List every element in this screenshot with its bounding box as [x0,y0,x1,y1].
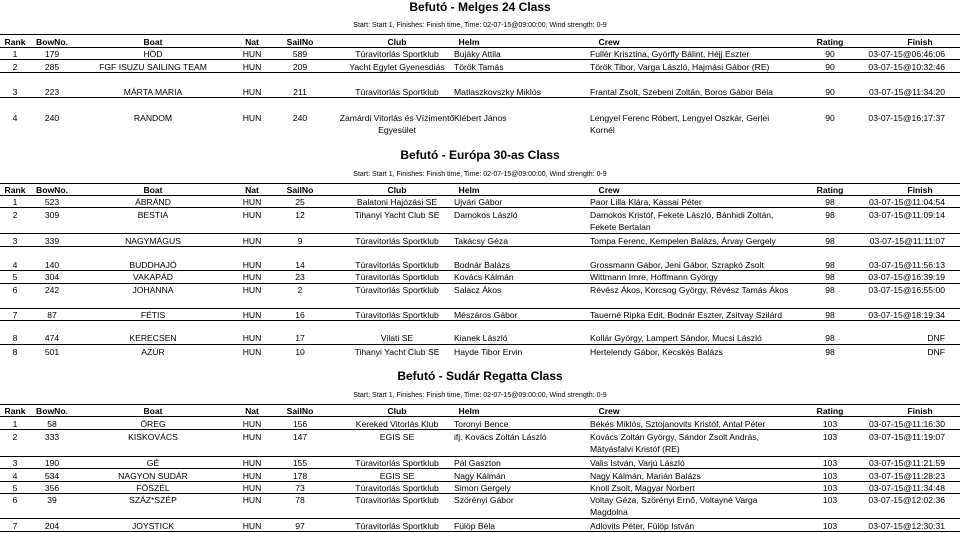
cell-bow: 39 [47,495,57,505]
cell-rank: 7 [12,310,18,320]
cell-helm: Matlaszkovszky Miklós [454,87,541,97]
cell-sail: 155 [292,458,308,468]
cell-bow: 523 [44,197,60,207]
cell-helm: Klébert János [454,113,507,123]
column-header-boat: Boat [143,406,163,416]
cell-rank: 3 [12,458,18,468]
cell-nat: HUN [242,471,262,481]
cell-rank: 2 [12,210,18,220]
column-header-finish: Finish [907,37,933,47]
cell-sail: 14 [295,260,305,270]
cell-club: Túravitorlás Sportklub [355,49,439,59]
column-header-finish: Finish [907,185,933,195]
cell-helm: Salacz Ákos [454,285,502,295]
section-start-info: Start: Start 1, Finishes: Finish time, Time: 02-07-15@09:00:00, Wind strength: 0-9 [353,392,607,399]
cell-boat: FGF ISUZU SAILING TEAM [99,62,207,72]
cell-rank: 4 [12,471,18,481]
row-divider [0,59,960,60]
cell-finish: 03-07-15@10:32:46 [868,62,945,72]
cell-helm: Pál Gaszton [454,458,501,468]
cell-finish: 03-07-15@16:55:00 [868,285,945,295]
cell-boat: KISKOVÁCS [128,432,178,442]
cell-sail: 17 [295,333,305,343]
cell-club: Túravitorlás Sportklub [355,87,439,97]
cell-nat: HUN [242,483,262,493]
cell-helm: Kianek László [454,333,508,343]
cell-crew: Knoll Zsolt, Magyar Norbert [590,483,695,493]
cell-helm: Takácsy Géza [454,236,508,246]
cell-rank: 7 [12,521,18,531]
cell-sail: 178 [292,471,308,481]
cell-nat: HUN [242,285,262,295]
cell-crew: Lengyel Ferenc Róbert, Lengyel Oszkár, Gerlei Kornél [590,113,770,135]
cell-club: Túravitorlás Sportklub [355,483,439,493]
row-divider [0,429,960,430]
cell-boat: BESTIA [137,210,169,220]
column-header-club: Club [387,185,407,195]
column-header-rating: Rating [816,185,844,195]
cell-finish: 03-07-15@16:17:37 [868,113,945,123]
cell-finish: 03-07-15@18:19:34 [868,310,945,320]
cell-nat: HUN [242,197,262,207]
cell-nat: HUN [242,458,262,468]
cell-finish: DNF [927,333,945,343]
cell-rating: 90 [825,87,835,97]
cell-bow: 190 [44,458,60,468]
cell-crew: Grossmann Gábor, Jeni Gábor, Szrapkó Zsolt [590,260,764,270]
cell-sail: 147 [292,432,308,442]
column-header-nat: Nat [245,406,259,416]
column-header-sailno: SailNo [286,185,314,195]
cell-club: Tihanyi Yacht Club SE [354,347,440,357]
cell-finish: 03-07-15@06:46:06 [868,49,945,59]
cell-finish: 03-07-15@11:09:14 [869,210,945,220]
cell-finish: 03-07-15@11:11:07 [869,236,945,246]
cell-nat: HUN [242,113,262,123]
cell-rank: 4 [12,113,18,123]
cell-rating: 103 [822,432,838,442]
cell-rank: 8 [12,347,18,357]
cell-boat: ÁBRÁND [135,197,171,207]
cell-rank: 1 [12,419,18,429]
cell-finish: 03-07-15@11:28:23 [869,471,945,481]
column-header-boat: Boat [143,185,163,195]
row-divider [0,518,960,519]
cell-boat: NAGYON SUDÁR [118,471,188,481]
cell-club: Túravitorlás Sportklub [355,521,439,531]
cell-finish: 03-07-15@11:21:59 [869,458,945,468]
row-divider [0,207,960,208]
cell-rank: 5 [12,272,18,282]
cell-boat: FÉTIS [140,310,166,320]
cell-helm: Damokos László [454,210,518,220]
cell-rating: 90 [825,62,835,72]
cell-club: Tihanyi Yacht Club SE [354,210,440,220]
cell-crew: Adlovits Péter, Fülöp István [590,521,695,531]
section-title: Befutó - Melges 24 Class [409,0,551,14]
cell-nat: HUN [242,49,262,59]
cell-sail: 9 [297,236,303,246]
cell-sail: 78 [295,495,305,505]
cell-helm: ifj. Kovács Zoltán László [454,432,547,442]
cell-nat: HUN [242,419,262,429]
column-header-crew: Crew [598,37,620,47]
cell-crew: Damokos Kristóf, Fekete László, Bánhidi Zoltán, Fekete Bertalan [590,210,774,232]
cell-club: Túravitorlás Sportklub [355,285,439,295]
cell-bow: 309 [44,210,60,220]
section-start-info: Start: Start 1, Finishes: Finish time, Time: 02-07-15@09:00:00, Wind strength: 0-9 [353,22,607,29]
cell-rank: 3 [12,87,18,97]
cell-nat: HUN [242,347,262,357]
cell-sail: 16 [295,310,305,320]
cell-bow: 304 [44,272,60,282]
cell-nat: HUN [242,236,262,246]
cell-bow: 339 [44,236,60,246]
row-divider [0,97,960,98]
cell-finish: 03-07-15@11:16:30 [869,419,945,429]
cell-sail: 211 [293,87,307,97]
cell-bow: 223 [44,87,60,97]
cell-helm: Bujáky Attila [454,49,501,59]
cell-bow: 474 [44,333,60,343]
cell-bow: 285 [44,62,60,72]
cell-rating: 90 [825,113,835,123]
cell-club: Túravitorlás Sportklub [355,236,439,246]
table-header-top-rule [0,34,960,35]
cell-sail: 10 [295,347,305,357]
column-header-rank: Rank [4,406,26,416]
cell-crew: Fullér Krisztina, Györffy Bálint, Héjj Eszter [590,49,750,59]
cell-club: Kereked Vitorlás Klub [355,419,439,429]
cell-club: Balatoni Hajózási SE [356,197,438,207]
cell-boat: AZÚR [141,347,165,357]
cell-boat: KERECSEN [129,333,177,343]
cell-sail: 2 [297,285,303,295]
cell-club: EGIS SE [379,471,415,481]
cell-rating: 98 [825,310,835,320]
cell-sail: 73 [295,483,305,493]
cell-finish: 03-07-15@11:34:20 [869,87,945,97]
cell-helm: Hayde Tibor Ervin [454,347,523,357]
cell-club: Zamárdi Vitorlás és Vízimentő Egyesület [339,113,455,135]
cell-bow: 534 [44,471,60,481]
cell-boat: GÉ [146,458,160,468]
cell-sail: 209 [292,62,308,72]
column-header-bowno: BowNo. [36,185,68,195]
cell-crew: Nagy Kálmán, Marián Balázs [590,471,701,481]
cell-boat: SZÁZ*SZÉP [129,495,177,505]
cell-rank: 8 [12,333,18,343]
cell-rating: 98 [825,285,835,295]
cell-boat: NAGYMÁGUS [125,236,181,246]
cell-boat: VAKAPÁD [133,272,173,282]
cell-finish: 03-07-15@12:30:31 [868,521,945,531]
cell-crew: Tompa Ferenc, Kempelen Balázs, Árvay Gergely [590,236,776,246]
cell-finish: 03-07-15@11:34:48 [869,483,945,493]
cell-boat: BUDDHAJÓ [129,260,177,270]
cell-crew: Wittmann Imre, Hoffmann György [590,272,718,282]
column-header-rank: Rank [4,37,26,47]
cell-rating: 103 [822,471,838,481]
column-header-nat: Nat [245,37,259,47]
row-divider [0,72,960,73]
cell-rank: 1 [12,49,18,59]
row-divider [0,320,960,321]
cell-rank: 2 [12,432,18,442]
cell-boat: HÓD [143,49,163,59]
cell-rating: 90 [825,49,835,59]
cell-finish: 03-07-15@11:19:07 [869,432,945,442]
column-header-sailno: SailNo [286,37,314,47]
cell-rating: 103 [822,521,838,531]
cell-boat: JOHANNA [132,285,174,295]
cell-nat: HUN [242,62,262,72]
column-header-rating: Rating [816,406,844,416]
cell-finish: DNF [927,347,945,357]
cell-rating: 103 [822,495,838,505]
cell-rank: 2 [12,62,18,72]
cell-club: Túravitorlás Sportklub [355,310,439,320]
cell-rating: 103 [822,458,838,468]
section-title: Befutó - Sudár Regatta Class [397,369,563,383]
cell-nat: HUN [242,432,262,442]
cell-helm: Mészáros Gábor [454,310,518,320]
cell-helm: Simon Gergely [454,483,511,493]
cell-rating: 98 [825,210,835,220]
column-header-bowno: BowNo. [36,37,68,47]
cell-nat: HUN [242,310,262,320]
column-header-boat: Boat [143,37,163,47]
cell-crew: Hertelendy Gábor, Kecskés Balázs [590,347,723,357]
cell-rating: 98 [825,197,835,207]
cell-nat: HUN [242,210,262,220]
cell-boat: MÁRTA MARIA [123,87,183,97]
section-start-info: Start: Start 1, Finishes: Finish time, Time: 02-07-15@09:00:00, Wind strength: 0-9 [353,171,607,178]
cell-rating: 98 [825,272,835,282]
cell-helm: Török Tamás [454,62,504,72]
cell-sail: 12 [295,210,305,220]
cell-nat: HUN [242,87,262,97]
cell-nat: HUN [242,272,262,282]
cell-rating: 98 [825,347,835,357]
cell-sail: 589 [292,49,308,59]
cell-helm: Szörényi Gábor [454,495,514,505]
cell-crew: Valis István, Varjú László [590,458,685,468]
cell-sail: 156 [292,419,308,429]
cell-club: Vilati SE [380,333,414,343]
cell-rating: 98 [825,236,835,246]
cell-nat: HUN [242,521,262,531]
cell-helm: Nagy Kálmán [454,471,506,481]
row-divider [0,468,960,469]
cell-boat: FÖSZÉL [136,483,170,493]
cell-sail: 240 [292,113,308,123]
cell-crew: Török Tibor, Varga László, Hajmási Gábor (RE) [590,62,770,72]
cell-club: Túravitorlás Sportklub [355,495,439,505]
cell-helm: Kovács Kálmán [454,272,514,282]
cell-bow: 204 [44,521,60,531]
column-header-helm: Helm [458,406,480,416]
cell-rank: 3 [12,236,18,246]
row-divider [0,344,960,345]
column-header-crew: Crew [598,185,620,195]
cell-crew: Frantal Zsolt, Szebeni Zoltán, Boros Gábor Béla [590,87,773,97]
cell-boat: ÖREG [140,419,166,429]
cell-rating: 103 [822,419,838,429]
cell-helm: Ujvári Gábor [454,197,503,207]
cell-crew: Tauerné Ripka Edit, Bodnár Eszter, Zsitvay Szilárd [590,310,783,320]
cell-crew: Voltay Géza, Szörényi Ernő, Voltayné Varga Magdolna [590,495,758,517]
cell-rating: 98 [825,260,835,270]
cell-bow: 242 [44,285,60,295]
cell-club: Túravitorlás Sportklub [355,458,439,468]
column-header-rank: Rank [4,185,26,195]
column-header-club: Club [387,406,407,416]
cell-club: Túravitorlás Sportklub [355,260,439,270]
cell-boat: RANDOM [133,113,173,123]
cell-helm: Bodnár Balázs [454,260,510,270]
cell-finish: 03-07-15@11:04:54 [869,197,945,207]
cell-rank: 6 [12,285,18,295]
cell-crew: Kovács Zoltán György, Sándor Zsolt András, Mátyásfalvi Kristóf (RE) [590,432,759,454]
cell-crew: Békés Miklós, Sztojanovits Kristóf, Antal Péter [590,419,766,429]
cell-sail: 23 [295,272,305,282]
cell-rank: 5 [12,483,18,493]
cell-bow: 58 [47,419,57,429]
cell-sail: 97 [295,521,305,531]
column-header-bowno: BowNo. [36,406,68,416]
column-header-helm: Helm [458,185,480,195]
cell-bow: 140 [44,260,60,270]
cell-sail: 25 [295,197,305,207]
cell-nat: HUN [242,260,262,270]
cell-crew: Révész Ákos, Korcsog György, Révész Tamás Ákos [590,285,789,295]
cell-boat: JOYSTICK [131,521,175,531]
cell-bow: 356 [44,483,60,493]
cell-rating: 103 [822,483,838,493]
cell-club: Túravitorlás Sportklub [355,272,439,282]
cell-bow: 87 [47,310,57,320]
cell-crew: Kollár György, Lampert Sándor, Mucsi László [590,333,762,343]
cell-rank: 1 [12,197,18,207]
column-header-finish: Finish [907,406,933,416]
cell-finish: 03-07-15@12:02:36 [868,495,945,505]
cell-crew: Paor Lilla Klára, Kassai Péter [590,197,702,207]
cell-rank: 4 [12,260,18,270]
row-divider [0,246,960,247]
cell-bow: 179 [44,49,60,59]
cell-bow: 501 [44,347,60,357]
cell-bow: 333 [44,432,60,442]
column-header-crew: Crew [598,406,620,416]
column-header-sailno: SailNo [286,406,314,416]
row-divider [0,531,960,532]
cell-bow: 240 [44,113,60,123]
cell-rating: 98 [825,333,835,343]
column-header-nat: Nat [245,185,259,195]
cell-finish: 03-07-15@11:56:13 [869,260,945,270]
cell-rank: 6 [12,495,18,505]
column-header-helm: Helm [458,37,480,47]
cell-club: EGIS SE [379,432,415,442]
row-divider [0,233,960,234]
column-header-club: Club [387,37,407,47]
cell-helm: Fülöp Béla [454,521,496,531]
section-title: Befutó - Európa 30-as Class [400,148,560,162]
cell-finish: 03-07-15@16:39:19 [868,272,945,282]
cell-nat: HUN [242,495,262,505]
cell-nat: HUN [242,333,262,343]
cell-club: Yacht Egylet Gyenesdiás [349,62,445,72]
table-header-bottom-rule [0,416,960,417]
column-header-rating: Rating [816,37,844,47]
cell-helm: Toronyi Bence [454,419,509,429]
